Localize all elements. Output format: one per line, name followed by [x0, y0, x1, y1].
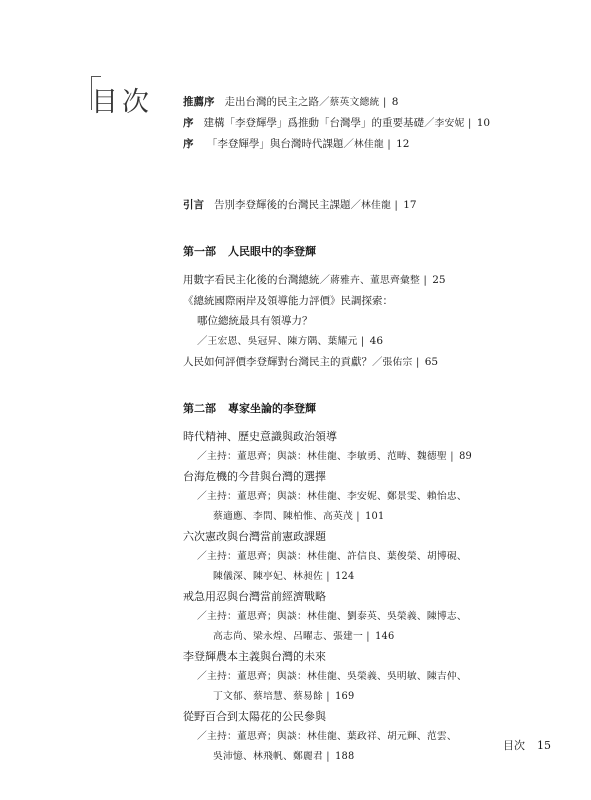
- entry-page: 12: [396, 138, 410, 150]
- toc-entry-credit: [183, 547, 543, 567]
- table-of-contents: [183, 92, 543, 767]
- entry-author: 張佑宗: [382, 357, 413, 368]
- entry-author: 林佳龍: [361, 200, 392, 211]
- part-subtitle: 專家坐論的李登輝: [228, 402, 316, 415]
- toc-entry-credit: 蔡適應、李問、陳柏惟、高英茂 | 101: [213, 511, 385, 522]
- entry-page: 10: [476, 117, 491, 129]
- toc-entry-credit: 吳沛憶、林飛帆、鄭麗君 | 188: [213, 751, 355, 762]
- entry-participants: 蔡適應、李問、陳柏惟、高英茂: [213, 511, 353, 522]
- entry-title: 「李登輝學」與台灣時代課題: [206, 138, 344, 150]
- entry-author: 蔣雅卉、董思齊彙整: [330, 275, 420, 286]
- entry-page: 25: [432, 274, 446, 286]
- toc-entry[interactable]: 人民如何評價李登輝對台灣民主的貢獻？／張佑宗 | 65: [183, 356, 439, 368]
- toc-entry-credit: ／王宏恩、吳冠昇、陳方隅、葉耀元 | 46: [197, 335, 384, 347]
- entry-participants: ／主持：董思齊；與談：林佳龍、李安妮、鄭景雯、賴怡忠、: [197, 491, 467, 502]
- toc-entry-credit: 陳儀深、陳亭妃、林昶佐 | 124: [213, 571, 355, 582]
- entry-title: 六次憲改與台灣當前憲政課題: [183, 530, 326, 543]
- entry-participants: ／主持：董思齊；與談：林佳龍、許信良、葉俊榮、胡博硯、: [197, 551, 467, 562]
- entry-author: 林佳龍: [353, 139, 384, 150]
- entry-label: 序: [183, 117, 194, 129]
- part-subtitle: 人民眼中的李登輝: [228, 245, 316, 258]
- entry-participants: ／主持：董思齊；與談：林佳龍、劉泰英、吳榮義、陳博志、: [197, 611, 467, 622]
- toc-entry-credit: ／主持：董思齊；與談：林佳龍、李敏勇、范畴、魏德聖 | 89: [197, 451, 472, 462]
- page-number: 15: [537, 739, 551, 752]
- page-title: 目次: [91, 87, 153, 118]
- entry-title: 《總統國際兩岸及領導能力評價》民調探索：: [183, 295, 393, 307]
- toc-entry-credit: [183, 727, 543, 747]
- toc-entry-credit: [183, 487, 543, 507]
- entry-author: 王宏恩、吳冠昇、陳方隅、葉耀元: [207, 336, 358, 347]
- entry-title: 告別李登輝後的台灣民主課題: [214, 199, 351, 211]
- entry-title: 用數字看民主化後的台灣總統: [183, 274, 320, 286]
- toc-entry-preface-2[interactable]: 序 「李登輝學」與台灣時代課題／林佳龍 | 12: [183, 138, 410, 150]
- entry-participants: ／主持：董思齊；與談：林佳龍、李敏勇、范畴、魏德聖: [197, 451, 447, 462]
- entry-label: 序: [183, 138, 194, 150]
- entry-participants: 丁文郁、蔡培慧、蔡易餘: [213, 691, 323, 702]
- entry-title: 人民如何評價李登輝對台灣民主的貢獻？: [183, 356, 372, 368]
- toc-entry-credit: 高志尚、梁永煌、呂曜志、張建一 | 146: [213, 631, 395, 642]
- entry-page: 89: [459, 451, 472, 462]
- entry-participants: ／主持：董思齊；與談：林佳龍、吳榮義、吳明敏、陳吉仲、: [197, 671, 467, 682]
- toc-entry-foreword[interactable]: 推薦序 走出台灣的民主之路／蔡英文總統 | 8: [183, 96, 399, 108]
- toc-entry-credit: 丁文郁、蔡培慧、蔡易餘 | 169: [213, 691, 355, 702]
- entry-subtitle: 哪位總統最具有領導力？: [197, 315, 313, 327]
- toc-entry[interactable]: [183, 647, 543, 667]
- entry-title: 台海危機的今昔與台灣的選擇: [183, 470, 326, 483]
- toc-entry[interactable]: 用數字看民主化後的台灣總統／蔣雅卉、董思齊彙整 | 25: [183, 274, 446, 286]
- toc-entry[interactable]: [183, 291, 543, 311]
- entry-label: 引言: [183, 199, 204, 211]
- entry-participants: 吳沛憶、林飛帆、鄭麗君: [213, 751, 323, 762]
- entry-page: 17: [403, 199, 417, 211]
- toc-entry[interactable]: [183, 467, 543, 487]
- part-number: 第一部: [183, 245, 216, 258]
- entry-title: 戒急用忍與台灣當前經濟戰略: [183, 590, 326, 603]
- entry-page: 146: [375, 631, 395, 642]
- toc-entry-credit: [183, 607, 543, 627]
- toc-entry[interactable]: [183, 587, 543, 607]
- entry-author: 蔡英文總統: [329, 97, 380, 108]
- toc-entry-continued[interactable]: [183, 311, 543, 331]
- toc-entry-preface-1[interactable]: 序 建構「李登輝學」爲推動「台灣學」的重要基礎／李安妮 | 10: [183, 117, 491, 129]
- entry-title: 建構「李登輝學」爲推動「台灣學」的重要基礎: [203, 117, 425, 129]
- entry-participants: 陳儀深、陳亭妃、林昶佐: [213, 571, 323, 582]
- entry-page: 65: [424, 356, 439, 368]
- toc-entry-introduction[interactable]: 引言 告別李登輝後的台灣民主課題／林佳龍 | 17: [183, 199, 417, 211]
- entry-title: 時代精神、歷史意識與政治領導: [183, 430, 337, 443]
- entry-participants: 高志尚、梁永煌、呂曜志、張建一: [213, 631, 363, 642]
- toc-entry[interactable]: [183, 427, 543, 447]
- entry-title: 李登輝農本主義與台灣的未來: [183, 650, 326, 663]
- toc-entry[interactable]: [183, 527, 543, 547]
- part2-heading: [183, 399, 543, 419]
- part-number: 第二部: [183, 402, 216, 415]
- entry-page: 169: [335, 691, 355, 702]
- entry-page: 124: [335, 571, 355, 582]
- page-footer: [503, 737, 551, 753]
- entry-title: 從野百合到太陽花的公民參與: [183, 710, 326, 723]
- toc-entry-credit: [183, 667, 543, 687]
- entry-participants: ／主持：董思齊；與談：林佳龍、葉政祥、胡元輝、范雲、: [197, 731, 457, 742]
- entry-author: 李安妮: [434, 118, 465, 129]
- entry-page: 188: [335, 751, 355, 762]
- part1-heading: [183, 242, 543, 262]
- toc-entry[interactable]: [183, 707, 543, 727]
- entry-page: 8: [391, 96, 399, 108]
- footer-label: 目次: [503, 739, 525, 752]
- entry-label: 推薦序: [183, 96, 215, 108]
- entry-title: 走出台灣的民主之路: [224, 96, 320, 108]
- entry-page: 46: [369, 335, 384, 347]
- entry-page: 101: [365, 511, 385, 522]
